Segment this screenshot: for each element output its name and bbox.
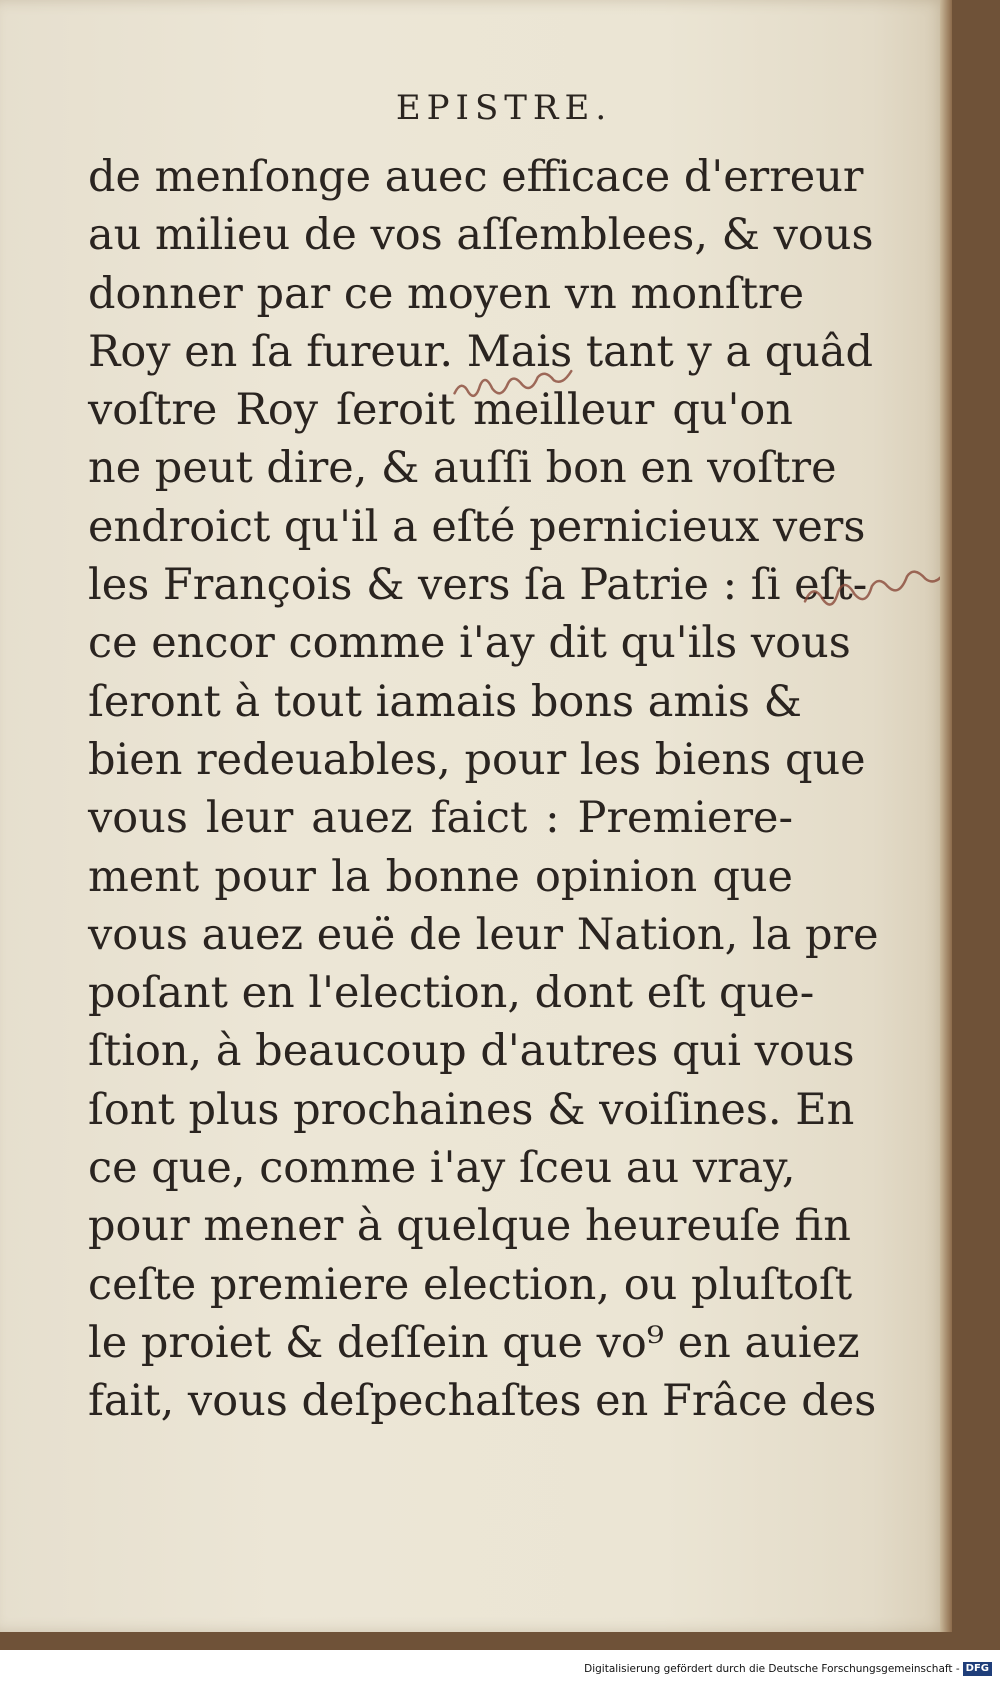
text-line: donner par ce moyen vn monſtre	[88, 268, 805, 319]
text-line: fait, vous deſpechaſtes en Frâce des	[88, 1376, 877, 1427]
text-line: ceſte premiere election, ou pluſtoſt	[88, 1259, 853, 1310]
text-line: poſant en l'election, dont eſt que-	[88, 968, 815, 1019]
digitization-footer	[0, 1662, 992, 1676]
text-line: bien redeuables, pour les biens que	[88, 734, 866, 785]
text-line: endroict qu'il a eſté pernicieux vers	[88, 501, 866, 552]
text-line: pour mener à quelque heureuſe fin	[88, 1201, 851, 1252]
text-line: de menſonge auec efficace d'erreur	[88, 152, 864, 202]
text-line: les François & vers ſa Patrie : ſi eſt-	[88, 560, 868, 611]
text-line: au milieu de vos aſſemblees, & vous	[88, 210, 874, 261]
text-line: ſtion, à beaucoup d'autres qui vous	[88, 1026, 855, 1077]
page-edge	[940, 0, 952, 1632]
text-line: ſont plus prochaines & voiſines. En	[88, 1084, 855, 1135]
text-line: ce encor comme i'ay dit qu'ils vous	[88, 618, 851, 669]
text-line: vous leur auez faict : Premiere-	[88, 793, 793, 844]
text-line: vous auez euë de leur Nation, la pre	[88, 909, 879, 960]
text-line: Roy en ſa fureur. Mais tant y a quâd	[88, 326, 874, 377]
running-head: EPISTRE.	[395, 88, 613, 128]
text-line: ce que, comme i'ay ſceu au vray,	[88, 1143, 796, 1194]
text-line: ment pour la bonne opinion que	[88, 851, 793, 902]
text-line: voſtre Roy ſeroit meilleur qu'on	[88, 385, 793, 436]
footer-text: Digitalisierung gefördert durch die Deutsche Forschungsgemeinschaft -	[584, 1663, 960, 1675]
text-line: le proiet & deſſein que vo⁹ en auiez	[88, 1317, 860, 1368]
text-line: ne peut dire, & auſſi bon en voſtre	[88, 443, 837, 494]
dfg-logo: DFG	[963, 1662, 992, 1676]
text-line: ſeront à tout iamais bons amis &	[88, 676, 802, 727]
body-text	[88, 148, 879, 1431]
